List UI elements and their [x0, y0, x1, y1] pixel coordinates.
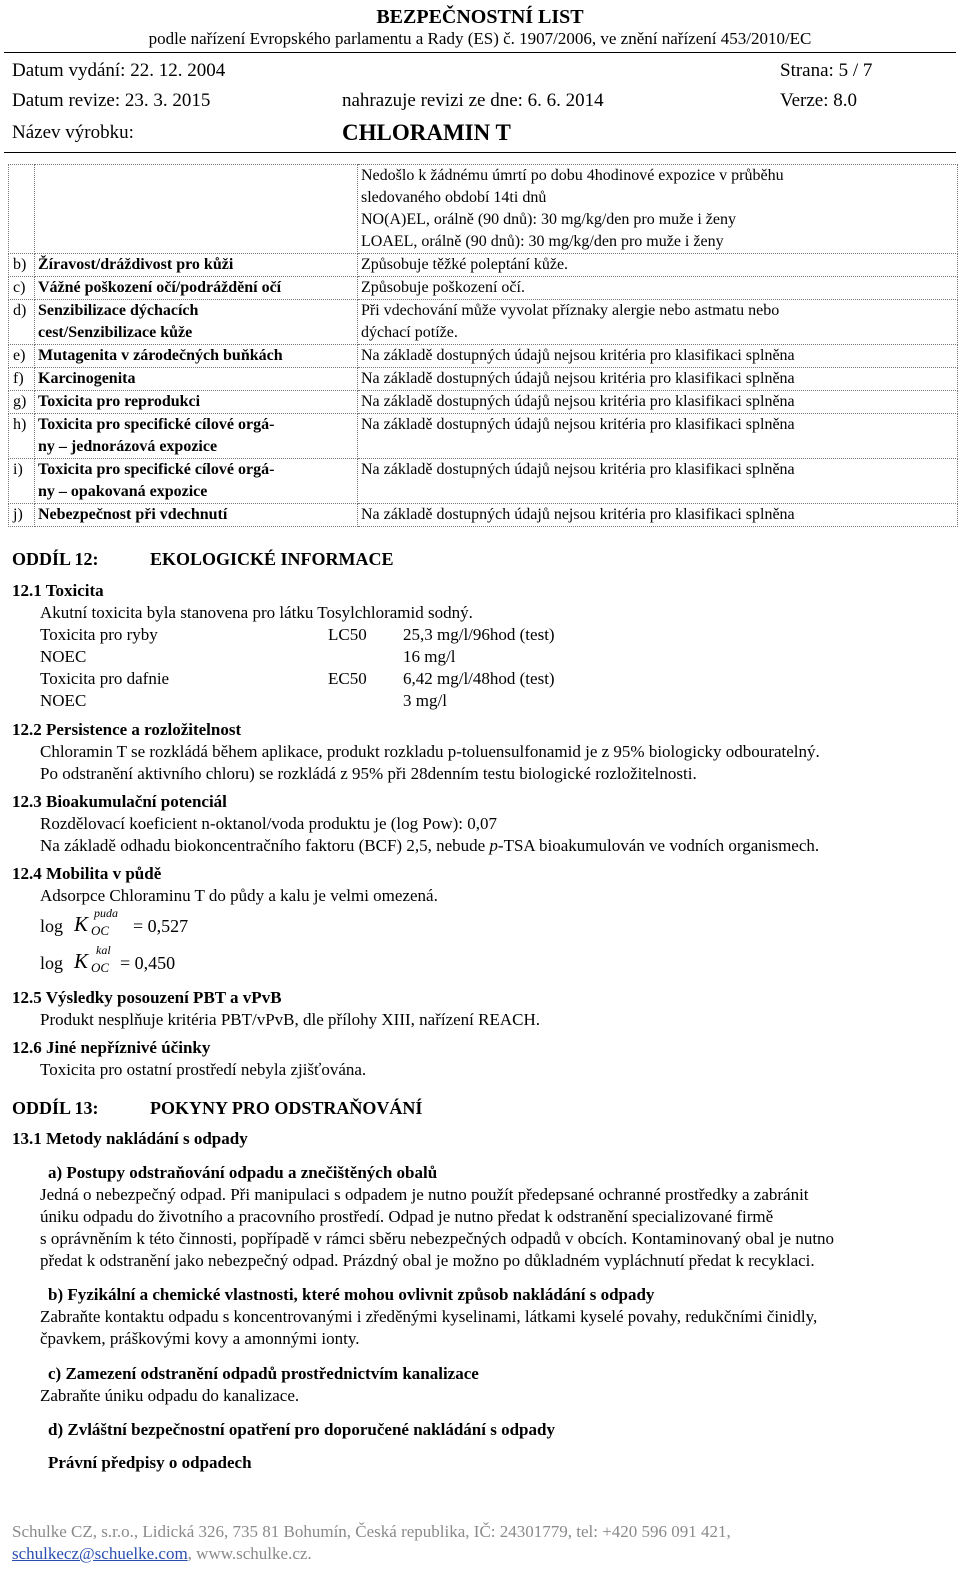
row-letter: d)	[9, 300, 35, 345]
header-divider-bottom	[4, 152, 956, 153]
row-letter: g)	[9, 391, 35, 414]
toxicity-intro: Akutní toxicita byla stanovena pro látku Tosylchloramid sodný.	[40, 603, 473, 622]
row-value: Způsobuje těžké poleptání kůže.	[358, 254, 958, 277]
section-13-heading: ODDÍL 13: POKYNY PRO ODSTRAŇOVÁNÍ	[12, 1098, 423, 1118]
disposal-b-heading: b) Fyzikální a chemické vlastnosti, které mohou ovlivnit způsob nakládání s odpady	[48, 1285, 655, 1304]
ecotox-value: 3 mg/l	[403, 691, 447, 710]
header-divider	[4, 52, 956, 53]
row-name: Nebezpečnost při vdechnutí	[35, 504, 358, 527]
issue-date: Datum vydání: 22. 12. 2004	[12, 60, 226, 81]
subsection-12-6-heading: 12.6 Jiné nepříznivé účinky	[12, 1038, 211, 1057]
ecotox-name: Toxicita pro ryby	[40, 625, 158, 644]
persistence-line-1: Chloramin T se rozkládá během aplikace, produkt rozkladu p-toluensulfonamid je z 95% biologicky odbouratelný.	[40, 742, 820, 761]
ecotox-name: Toxicita pro dafnie	[40, 669, 170, 688]
header-row-revision	[12, 88, 948, 114]
row-name: Vážné poškození očí/podráždění očí	[35, 277, 358, 300]
ecotox-type: EC50	[328, 669, 367, 688]
subsection-13-1-heading: 13.1 Metody nakládání s odpady	[12, 1129, 248, 1148]
footer-contacts: schulkecz@schuelke.com, www.schulke.cz.	[12, 1544, 312, 1563]
row-name: Žíravost/dráždivost pro kůži	[35, 254, 358, 277]
revision-date: Datum revize: 23. 3. 2015	[12, 90, 211, 111]
table-row	[9, 254, 958, 277]
row-value: Na základě dostupných údajů nejsou kritéria pro klasifikaci splněna	[358, 345, 958, 368]
page-number: Strana: 5 / 7	[780, 60, 873, 81]
row-value: Způsobuje poškození očí.	[358, 277, 958, 300]
table-row	[9, 165, 958, 254]
disposal-a-line-1: Jedná o nebezpečný odpad. Při manipulaci s odpadem je nutno použít předepsané ochranné prostředky a zabránit	[40, 1185, 809, 1204]
subsection-12-5-heading: 12.5 Výsledky posouzení PBT a vPvB	[12, 988, 282, 1007]
document-title: BEZPEČNOSTNÍ LIST	[376, 6, 584, 28]
row-value: Na základě dostupných údajů nejsou kritéria pro klasifikaci splněna	[358, 368, 958, 391]
product-name: CHLORAMIN T	[342, 120, 511, 145]
row-letter: e)	[9, 345, 35, 368]
pbt-line-1: Produkt nesplňuje kritéria PBT/vPvB, dle přílohy XIII, nařízení REACH.	[40, 1010, 541, 1029]
row-name: Toxicita pro reprodukci	[35, 391, 358, 414]
header-row-product	[12, 120, 948, 146]
ecotox-name: NOEC	[40, 647, 87, 666]
table-row	[9, 414, 958, 459]
row-letter: i)	[9, 459, 35, 504]
bioaccumulation-line-1: Rozdělovací koeficient n-oktanol/voda produktu je (log Pow): 0,07	[40, 814, 498, 833]
row-name: Toxicita pro specifické cílové orgá- ny – jednorázová expozice	[35, 414, 358, 459]
table-row	[9, 391, 958, 414]
row-value: Na základě dostupných údajů nejsou kritéria pro klasifikaci splněna	[358, 414, 958, 459]
row-name: Toxicita pro specifické cílové orgá- ny – opakovaná expozice	[35, 459, 358, 504]
row-value: Na základě dostupných údajů nejsou kritéria pro klasifikaci splněna	[358, 459, 958, 504]
table-row	[9, 345, 958, 368]
waste-legislation-heading: Právní předpisy o odpadech	[48, 1453, 252, 1472]
disposal-a-line-4: předat k odstranění jako nebezpečný odpad. Prázdný obal je možno po důkladném vypláchnutí předat k recyklaci.	[40, 1251, 815, 1270]
row-name: Senzibilizace dýchacích cest/Senzibilizace kůže	[35, 300, 358, 345]
subsection-12-4-heading: 12.4 Mobilita v půdě	[12, 864, 162, 883]
table-row	[9, 504, 958, 527]
persistence-line-2: Po odstranění aktivního chloru) se rozkládá z 95% při 28denním testu biologické rozložitelnosti.	[40, 764, 697, 783]
disposal-a-line-3: s oprávněním k této činnosti, popřípadě v rámci sběru nebezpečných odpadů v obcích. Kontaminovaný obal je nutno	[40, 1229, 835, 1248]
subsection-12-3-heading: 12.3 Bioakumulační potenciál	[12, 792, 227, 811]
ecotox-type: LC50	[328, 625, 367, 644]
row-letter: j)	[9, 504, 35, 527]
disposal-c-line-1: Zabraňte úniku odpadu do kanalizace.	[40, 1386, 300, 1405]
footer-address: Schulke CZ, s.r.o., Lidická 326, 735 81 Bohumín, Česká republika, IČ: 24301779, tel: +420 596 091 421,	[12, 1522, 731, 1541]
table-cell-value: Nedošlo k žádnému úmrtí po dobu 4hodinové expozice v průběhu sledovaného období 14ti dnů NO(A)EL, orálně (90 dnů): 30 mg/kg/den pro muže i ženy LOAEL, orálně (90 dnů): 30 mg/kg/den pro muže i ženy	[358, 165, 958, 254]
disposal-d-heading: d) Zvláštní bezpečnostní opatření pro doporučené nakládání s odpady	[48, 1420, 555, 1439]
bioaccumulation-line-2: Na základě odhadu biokoncentračního faktoru (BCF) 2,5, nebude p-TSA bioakumulován ve vodních organismech.	[40, 836, 820, 855]
row-letter: c)	[9, 277, 35, 300]
subsection-12-2-heading: 12.2 Persistence a rozložitelnost	[12, 720, 242, 739]
table-row	[9, 277, 958, 300]
ecotox-value: 25,3 mg/l/96hod (test)	[403, 625, 555, 644]
row-name: Karcinogenita	[35, 368, 358, 391]
row-name: Mutagenita v zárodečných buňkách	[35, 345, 358, 368]
row-letter: b)	[9, 254, 35, 277]
product-label: Název výrobku:	[12, 122, 134, 143]
disposal-b-line-2: čpavkem, práškovými kovy a amonnými ionty.	[40, 1329, 360, 1348]
row-value: Na základě dostupných údajů nejsou kritéria pro klasifikaci splněna	[358, 391, 958, 414]
footer-web-link[interactable]: www.schulke.cz.	[196, 1544, 312, 1563]
disposal-a-line-2: úniku odpadu do životního a pracovního prostředí. Odpad je nutno předat k odstranění specializované firmě	[40, 1207, 774, 1226]
ecotox-value: 16 mg/l	[403, 647, 456, 666]
footer-email-link[interactable]: schulkecz@schuelke.com	[12, 1544, 188, 1563]
table-row	[9, 459, 958, 504]
toxicology-table	[8, 164, 958, 527]
row-letter: f)	[9, 368, 35, 391]
table-row	[9, 368, 958, 391]
ecotox-name: NOEC	[40, 691, 87, 710]
row-value: Na základě dostupných údajů nejsou kritéria pro klasifikaci splněna	[358, 504, 958, 527]
disposal-c-heading: c) Zamezení odstranění odpadů prostřednictvím kanalizace	[48, 1364, 479, 1383]
document-subtitle: podle nařízení Evropského parlamentu a Rady (ES) č. 1907/2006, ve znění nařízení 453/2010/EC	[148, 29, 812, 48]
replaces-revision: nahrazuje revizi ze dne: 6. 6. 2014	[342, 90, 604, 111]
header-row-dates	[12, 58, 948, 84]
ecotox-value: 6,42 mg/l/48hod (test)	[403, 669, 555, 688]
table-row	[9, 300, 958, 345]
version: Verze: 8.0	[780, 90, 858, 111]
mobility-line-1: Adsorpce Chloraminu T do půdy a kalu je velmi omezená.	[40, 886, 438, 905]
row-value: Při vdechování může vyvolat příznaky alergie nebo astmatu nebo dýchací potíže.	[358, 300, 958, 345]
subsection-12-1-heading: 12.1 Toxicita	[12, 581, 104, 600]
disposal-a-heading: a) Postupy odstraňování odpadu a znečištěných obalů	[48, 1163, 438, 1182]
other-effects-line-1: Toxicita pro ostatní prostředí nebyla zjišťována.	[40, 1060, 367, 1079]
disposal-b-line-1: Zabraňte kontaktu odpadu s koncentrovanými i zředěnými kyselinami, látkami kyselé povahy, redukčními činidly,	[40, 1307, 818, 1326]
section-12-heading: ODDÍL 12: EKOLOGICKÉ INFORMACE	[12, 549, 394, 569]
row-letter: h)	[9, 414, 35, 459]
